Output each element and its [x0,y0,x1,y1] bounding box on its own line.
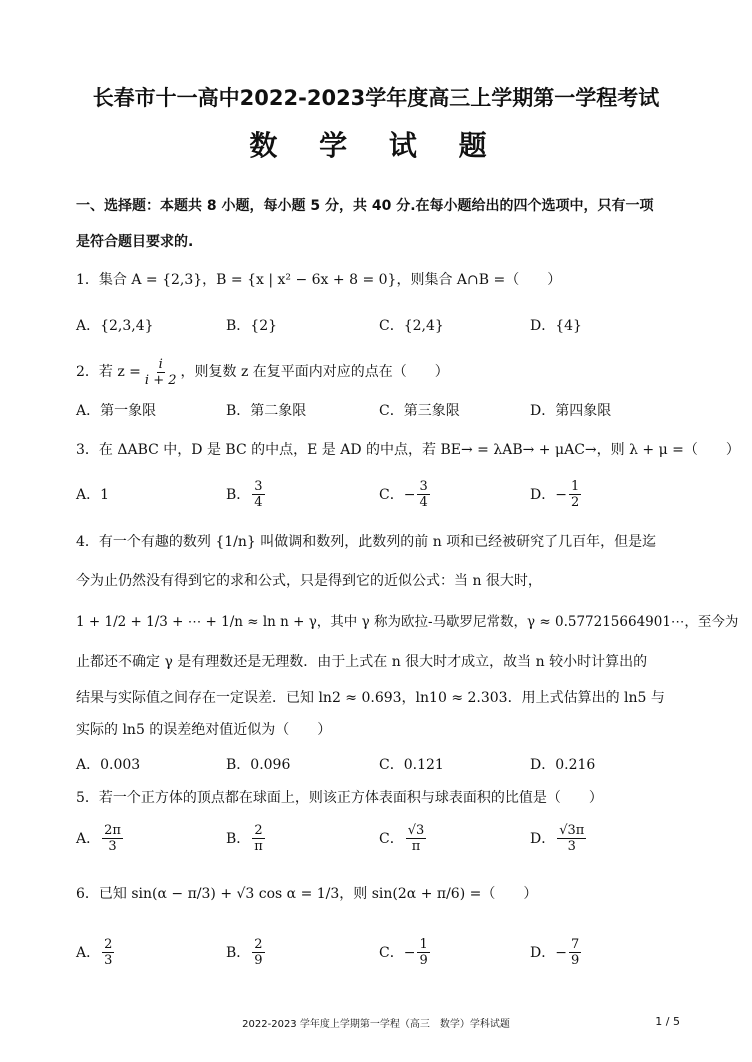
q4-option-b: B．0.096 [226,757,291,773]
frac-den: π [411,838,421,854]
q3-option-d-frac [569,479,581,510]
q3-option-b-label: B． [226,487,251,503]
q1-option-c: C．{2,4} [379,318,444,334]
q5-option-c-frac [406,823,427,854]
q3-option-d-label: D．− [530,487,567,503]
q2-frac-den: i + 2 [144,372,177,388]
frac-den: 4 [254,494,263,510]
question-4-line4: 止都还不确定 γ 是有理数还是无理数．由于上式在 n 很大时才成立，故当 n 较小时计算出的 [76,654,648,670]
frac-num: 1 [570,478,580,494]
question-2-text [76,352,449,392]
question-2-options [76,390,676,430]
q6-option-c [379,932,432,972]
frac-den: 3 [108,838,117,854]
q1-option-d: D．{4} [530,318,582,334]
q4-option-d: D．0.216 [530,757,596,773]
frac-num: 2 [254,936,263,952]
frac-num: 2 [254,822,263,838]
q4-option-c: C．0.121 [379,757,444,773]
q5-option-b [226,818,267,858]
page-number: 1 / 5 [655,1015,680,1028]
q6-option-b-label: B． [226,945,251,961]
question-3-text: 3．在 ΔABC 中，D 是 BC 的中点，E 是 AD 的中点，若 BE→ = λAB→ + μAC→，则 λ + μ =（ ） [76,442,740,458]
q6-option-b-frac [252,937,264,968]
q5-option-b-label: B． [226,831,251,847]
q1-option-a: A．{2,3,4} [76,318,154,334]
q5-option-a-label: A． [76,831,101,847]
q6-option-b [226,932,267,972]
frac-num: 7 [570,936,580,952]
q3-option-d [530,474,583,514]
q5-option-d [530,818,588,858]
q3-option-c-label: C．− [379,487,416,503]
question-1-text: 1．集合 A = {2,3}，B = {x | x² − 6x + 8 = 0}，则集合 A∩B =（ ） [76,272,562,288]
frac-den: 9 [570,952,580,968]
q5-option-d-label: D． [530,831,556,847]
frac-num: 1 [419,936,428,952]
frac-num: 2π [104,822,121,838]
question-4-line5: 结果与实际值之间存在一定误差．已知 ln2 ≈ 0.693，ln10 ≈ 2.303．用上式估算出的 ln5 与 [76,690,665,706]
question-4-line1: 4．有一个有趣的数列 {1/n} 叫做调和数列，此数列的前 n 项和已经被研究了几百年，但是迄 [76,534,657,550]
exam-title: 长春市十一高中2022-2023学年度高三上学期第一学程考试 [92,86,660,110]
question-4-options [76,744,676,784]
section-heading-line1: 一、选择题：本题共 8 小题，每小题 5 分，共 40 分.在每小题给出的四个选项中，只有一项 [76,198,654,214]
page-footer: 2022-2023 学年度上学期第一学程（高三 数学）学科试题 [242,1019,510,1030]
q2-option-d: D．第四象限 [530,403,612,419]
q3-option-b-frac [252,479,264,510]
question-3-options [76,474,676,514]
frac-den: 2 [570,494,580,510]
question-4-line3: 1 + 1/2 + 1/3 + ⋯ + 1/n ≈ ln n + γ，其中 γ 称为欧拉-马歇罗尼常数，γ ≈ 0.577215664901⋯，至今为 [76,614,739,630]
section-heading-line2: 是符合题目要求的. [76,234,194,250]
frac-num: 2 [104,936,113,952]
question-1-options [76,305,676,345]
q2-suffix: ，则复数 z 在复平面内对应的点在（ ） [180,364,449,380]
q3-option-c-frac [417,479,429,510]
q6-option-d-frac [569,937,581,968]
frac-num: √3 [407,822,425,838]
frac-den: 3 [104,952,113,968]
q1-option-b: B．{2} [226,318,278,334]
frac-num: 3 [419,478,428,494]
question-6-options [76,932,676,972]
q2-prefix: 2．若 z = [76,364,141,380]
exam-subtitle: 数 学 试 题 [249,129,503,162]
q5-option-a [76,818,125,858]
q2-option-c: C．第三象限 [379,403,460,419]
q6-option-d-label: D．− [530,945,567,961]
q5-option-a-frac [102,823,123,854]
q6-option-a-frac [102,937,114,968]
question-5-text: 5．若一个正方体的顶点都在球面上，则该正方体表面积与球表面积的比值是（ ） [76,790,603,806]
question-4-line6: 实际的 ln5 的误差绝对值近似为（ ） [76,722,332,738]
q6-option-c-label: C．− [379,945,416,961]
frac-num: 3 [254,478,263,494]
q4-option-a: A．0.003 [76,757,141,773]
q6-option-d [530,932,583,972]
question-6-text: 6．已知 sin(α − π/3) + √3 cos α = 1/3，则 sin(2α + π/6) =（ ） [76,886,538,902]
q2-option-b: B．第二象限 [226,403,307,419]
q5-option-c [379,818,428,858]
q2-fraction [143,357,179,388]
question-5-options [76,818,676,858]
frac-num: √3π [559,822,585,838]
q6-option-c-frac [417,937,429,968]
q3-option-b [226,474,267,514]
frac-den: 9 [254,952,263,968]
question-4-line2: 今为止仍然没有得到它的求和公式，只是得到它的近似公式：当 n 很大时， [76,573,542,589]
q3-option-a: A．1 [76,487,110,503]
q6-option-a-label: A． [76,945,101,961]
frac-den: 4 [419,494,428,510]
frac-den: 9 [419,952,428,968]
q5-option-b-frac [252,823,265,854]
q3-option-c [379,474,432,514]
frac-den: 3 [567,838,576,854]
q2-frac-num: i [158,356,163,372]
q6-option-a [76,932,116,972]
frac-den: π [254,838,263,854]
q5-option-c-label: C． [379,831,404,847]
q2-option-a: A．第一象限 [76,403,157,419]
q5-option-d-frac [557,823,586,854]
